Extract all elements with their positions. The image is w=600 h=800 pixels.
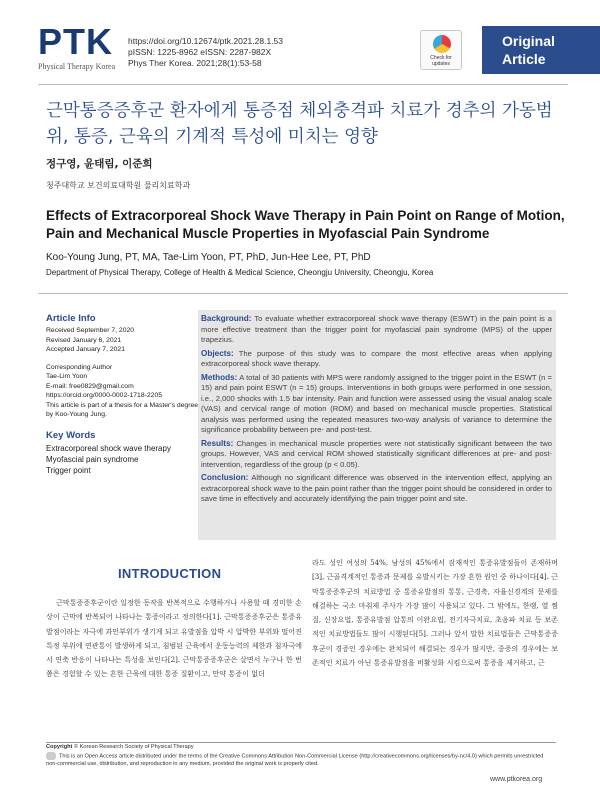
article-type-line2: Article [502, 51, 546, 67]
english-title: Effects of Extracorporeal Shock Wave Therapy in Pain Point on Range of Motion, Pain and Mechanical Muscle Properties in Myofascial Pain Syndrome [46, 208, 565, 241]
corresponding-author-name: Tae-Lim Yoon [46, 373, 88, 380]
crossmark-label: Check for updates [430, 55, 452, 67]
abstract-objects [201, 349, 552, 370]
license-line [46, 752, 556, 769]
logo-text: PTK [38, 21, 113, 62]
copyright-text: © Korean Research Society of Physical Therapy [73, 744, 194, 750]
objects-label: Objects: [201, 348, 234, 358]
accepted-date: Accepted January 7, 2021 [46, 346, 125, 353]
copyright-footer [46, 744, 556, 769]
issn-line: pISSN: 1225-8962 eISSN: 2287-982X [128, 47, 272, 57]
copyright-label: Copyright [46, 744, 73, 750]
thesis-note: This article is part of a thesis for a Master's degree [46, 401, 199, 409]
check-for-updates-badge[interactable] [420, 30, 462, 70]
header-divider [38, 84, 568, 85]
received-date: Received September 7, 2020 [46, 327, 135, 334]
introduction-heading: INTRODUCTION [118, 566, 222, 581]
abstract-conclusion [201, 473, 552, 505]
corresponding-author-label: Corresponding Author [46, 363, 113, 371]
journal-header [0, 0, 600, 80]
english-authors: Koo-Young Jung, PT, MA, Tae-Lim Yoon, PT, PhD, Jun-Hee Lee, PT, PhD [46, 252, 371, 263]
abstract-results [201, 439, 552, 471]
korean-title: 근막통증증후군 환자에게 통증점 체외충격파 치료가 경추의 가동범위, 통증, 근육의 기계적 특성에 미치는 영향 [46, 101, 553, 147]
keyword: Trigger point [46, 465, 91, 475]
journal-logo [38, 21, 116, 71]
footer-divider [46, 742, 556, 743]
background-label: Background: [201, 314, 252, 323]
thesis-note-author: by Koo-Young Jung. [46, 411, 107, 418]
korean-authors: 정구영, 윤태림, 이준희 [46, 158, 153, 170]
keyword: Extracorporeal shock wave therapy [46, 443, 171, 453]
intro-paragraph: 근막통증증후군이란 일정한 동작을 반복적으로 수행하거나 사용할 때 경미한 손상이 근막에 반복되어 나타나는 통증이라고 정의한다[1]. 근막통증증후군은 통증유발점이라는 자극에 과민부위가 생기게 되고 유발점을 압박 시 압박한 부위와 떨어진 특정 부위에 연관통이 발생하게 되고, 침범된 근육에서 운동능력의 제한과 침자극에서 연축 반응이 나타나는 특성을 보인다[2]. 근막통증증후군은 살면서 누구나 한 번쯤은 경험할 수 있는 흔한 근육에 대한 통증 질환이고, 만약 통증이 없더 [46, 598, 302, 679]
objects-text: The purpose of this study was to compare the most effective areas when applying extracorporeal shock wave therapy. [201, 348, 552, 368]
article-type-badge [482, 26, 600, 74]
creative-commons-icon [46, 752, 56, 760]
abstract-background [201, 314, 552, 346]
article-type-line1: Original [502, 33, 555, 49]
methods-text: A total of 30 patients with MPS were randomly assigned to the trigger point in the ESWT (n = 15) and pain point ESWT (n = 15) groups. Interventions in both groups were performed in one session, i.e., 2,000 shocks with 1.5 bar intensity. Pain and function were assessed using the visual analog scale (VAS) and cervical range of motion (ROM) and based on mechanical muscle properties. Statistical analysis was performed using the repeated measures two-way analysis of variance to determine the significance probability between pre- and post-test. [201, 372, 552, 434]
background-text: To evaluate whether extracorporeal shock wave therapy (ESWT) in the pain point is a more effective treatment than the trigger point for myofascial pain syndrome (MPS) of the upper trapezius. [201, 314, 552, 344]
logo-subtitle: Physical Therapy Korea [38, 62, 116, 71]
intro-right-column [312, 556, 558, 670]
doi-link[interactable]: https://doi.org/10.12674/ptk.2021.28.1.53 [128, 36, 284, 46]
corresponding-author-orcid[interactable]: https://orcid.org/0000-0002-1718-2205 [46, 392, 163, 399]
keyword: Myofascial pain syndrome [46, 454, 139, 464]
intro-paragraph: 라도 성인 여성의 54%, 남성의 45%에서 잠재적인 통증유발점들이 존재하며[3], 근골격계적인 통증과 문제를 유발시키는 가장 흔한 원인 중 하나이다[4]. 근막통증증후군의 치료방법 중 통증유발점의 통통, 근경축, 자율신경계의 문제를 해결하는 국소 마취제 주사가 가장 많이 사용되고 있다. 그 밖에도, 한랭, 열 찜질, 신장요법, 통증유발점 압통의 이완요법, 전기자극치료, 초음파 치료 등 보존적인 치료방법들도 많이 시행된다[5]. 그러나 앞서 말한 치료법들은 근막통증증후군이 경증인 경우에는 완치되어 해결되는 경우가 많지만, 중증의 경우에는 보존적인 치료가 아닌 통증유발점을 비활성화 시킴으로써 통증을 제거하고, 근 [312, 558, 558, 668]
keywords-heading: Key Words [46, 429, 96, 441]
citation-line: Phys Ther Korea. 2021;28(1):53-58 [128, 58, 262, 68]
methods-label: Methods: [201, 372, 238, 382]
abstract-box [198, 310, 556, 540]
crossmark-icon [433, 35, 451, 53]
conclusion-text: Although no significant difference was observed in the intervention effect, applying an extracorporeal shock wave to the pain point rather than the trigger point should be considered in order to save time in effectively and accurately identifying the pain trigger point and site. [201, 473, 552, 503]
corresponding-author-email[interactable]: E-mail: free0829@gmail.com [46, 382, 134, 390]
korean-affiliation: 청주대학교 보건의료대학원 물리치료학과 [46, 181, 191, 190]
english-affiliation: Department of Physical Therapy, College of Health & Medical Science, Cheongju University, Cheongju, Korea [46, 268, 434, 277]
title-divider [38, 293, 568, 294]
abstract-methods [201, 373, 552, 436]
journal-meta [128, 36, 283, 69]
article-info-sidebar [46, 313, 199, 476]
intro-left-column [46, 596, 302, 682]
results-text: Changes in mechanical muscle properties were not statistically significant between the two groups. However, VAS and cervical ROM showed statistically significant differences at pre- and post-intervention, regardless of the group (p < 0.05). [201, 438, 552, 469]
results-label: Results: [201, 438, 234, 448]
journal-website[interactable]: www.ptkorea.org [490, 776, 543, 783]
revised-date: Revised January 6, 2021 [46, 336, 122, 344]
copyright-line [46, 744, 556, 752]
license-text: This is an Open Access article distributed under the terms of the Creative Commons Attribution Non-Commercial License (http://creativecommons.org/licenses/by-nc/4.0) which permits unrestricted non-commercial use, distribution, and reproduction in any medium, provided the original work is properly cited. [46, 753, 544, 768]
conclusion-label: Conclusion: [201, 473, 249, 482]
article-info-heading: Article Info [46, 313, 96, 324]
